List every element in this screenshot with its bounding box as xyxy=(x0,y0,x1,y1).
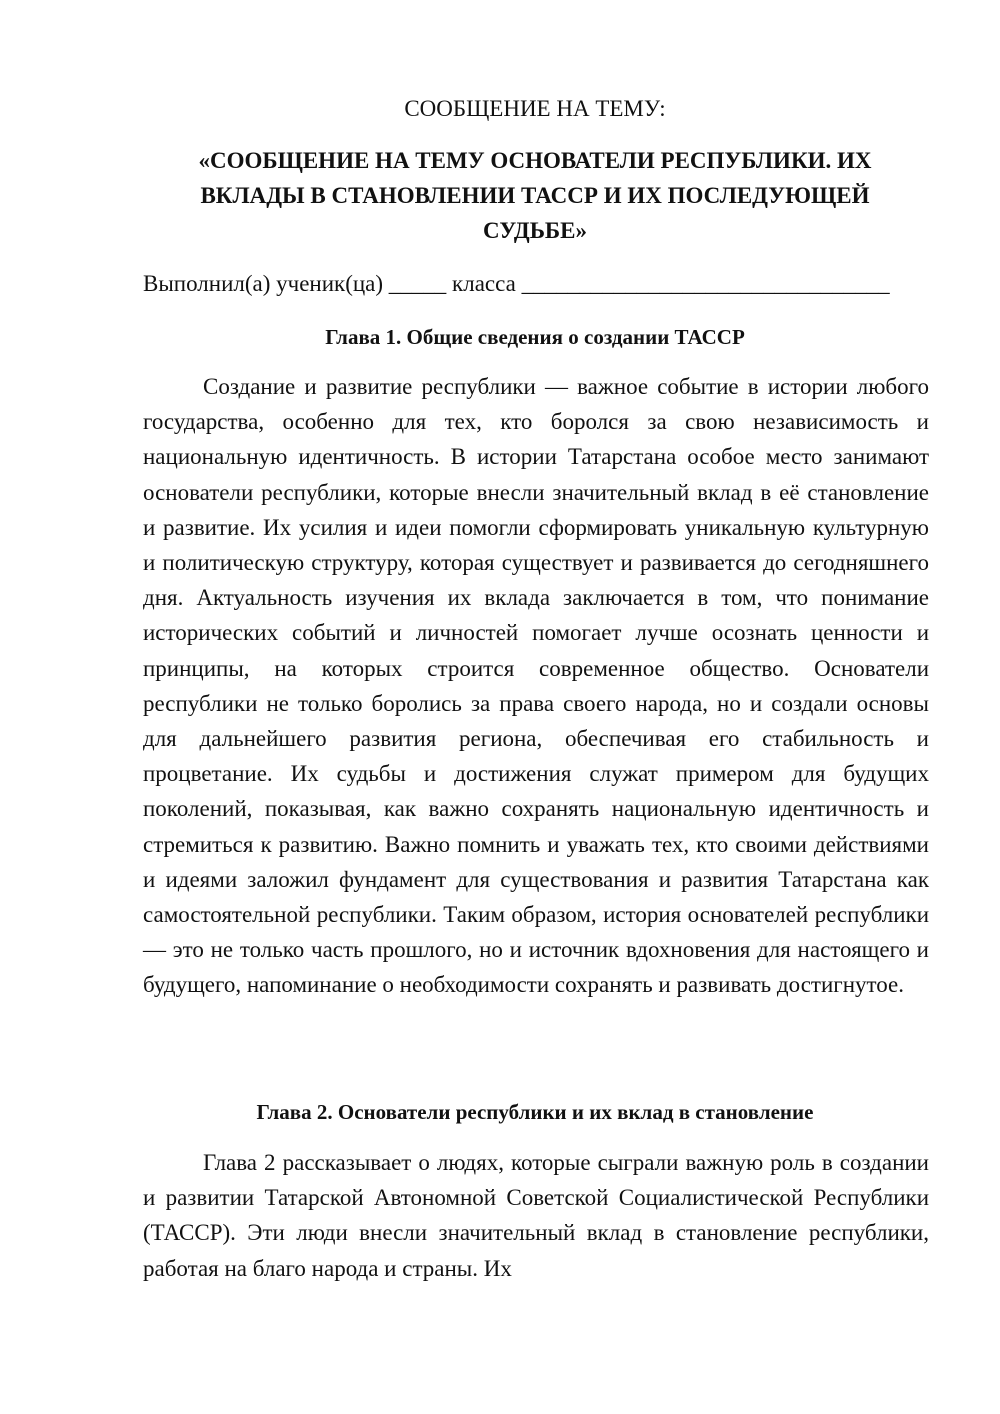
pre-title: СООБЩЕНИЕ НА ТЕМУ: xyxy=(404,96,666,121)
chapter-1-title: Глава 1. Общие сведения о создании ТАССР xyxy=(325,325,745,349)
chapter-2-title: Глава 2. Основатели республики и их вклад в становление xyxy=(256,1100,814,1124)
author-signature-line: Выполнил(а) ученик(ца) _____ класса ________________________________ xyxy=(143,271,890,296)
chapter-2-paragraph: Глава 2 рассказывает о людях, которые сыграли важную роль в создании и развитии Татарской Автономной Советской Социалистической Республики (ТАССР). Эти люди внесли значительный вклад в становление республики, работая на благо народа и страны. Их xyxy=(143,1150,929,1281)
chapter-1-paragraph: Создание и развитие республики — важное событие в истории любого государства, особенно для тех, кто боролся за свою независимость и национальную идентичность. В истории Татарстана особое место занимают основатели республики, которые внесли значительный вклад в её становление и развитие. Их усилия и идеи помогли сформировать уникальную культурную и политическую структуру, которая существует и развивается до сегодняшнего дня. Актуальность изучения их вклада заключается в том, что понимание исторических событий и личностей помогает лучше осознать ценности и принципы, на которых строится современное общество. Основатели республики не только боролись за права своего народа, но и создали основы для дальнейшего развития региона, обеспечивая его стабильность и процветание. Их судьбы и достижения служат примером для будущих поколений, показывая, как важно сохранять национальную идентичность и стремиться к развитию. Важно помнить и уважать тех, кто своими действиями и идеями заложил фундамент для существования и развития Татарстана как самостоятельной республики. Таким образом, история основателей республики — это не только часть прошлого, но и источник вдохновения для настоящего и будущего, напоминание о необходимости сохранять и развивать достигнутое. xyxy=(143,374,929,998)
page-title: «СООБЩЕНИЕ НА ТЕМУ ОСНОВАТЕЛИ РЕСПУБЛИКИ. ИХ ВКЛАДЫ В СТАНОВЛЕНИИ ТАССР И ИХ ПОСЛЕДУЮЩЕЙ СУДЬБЕ» xyxy=(198,148,872,243)
